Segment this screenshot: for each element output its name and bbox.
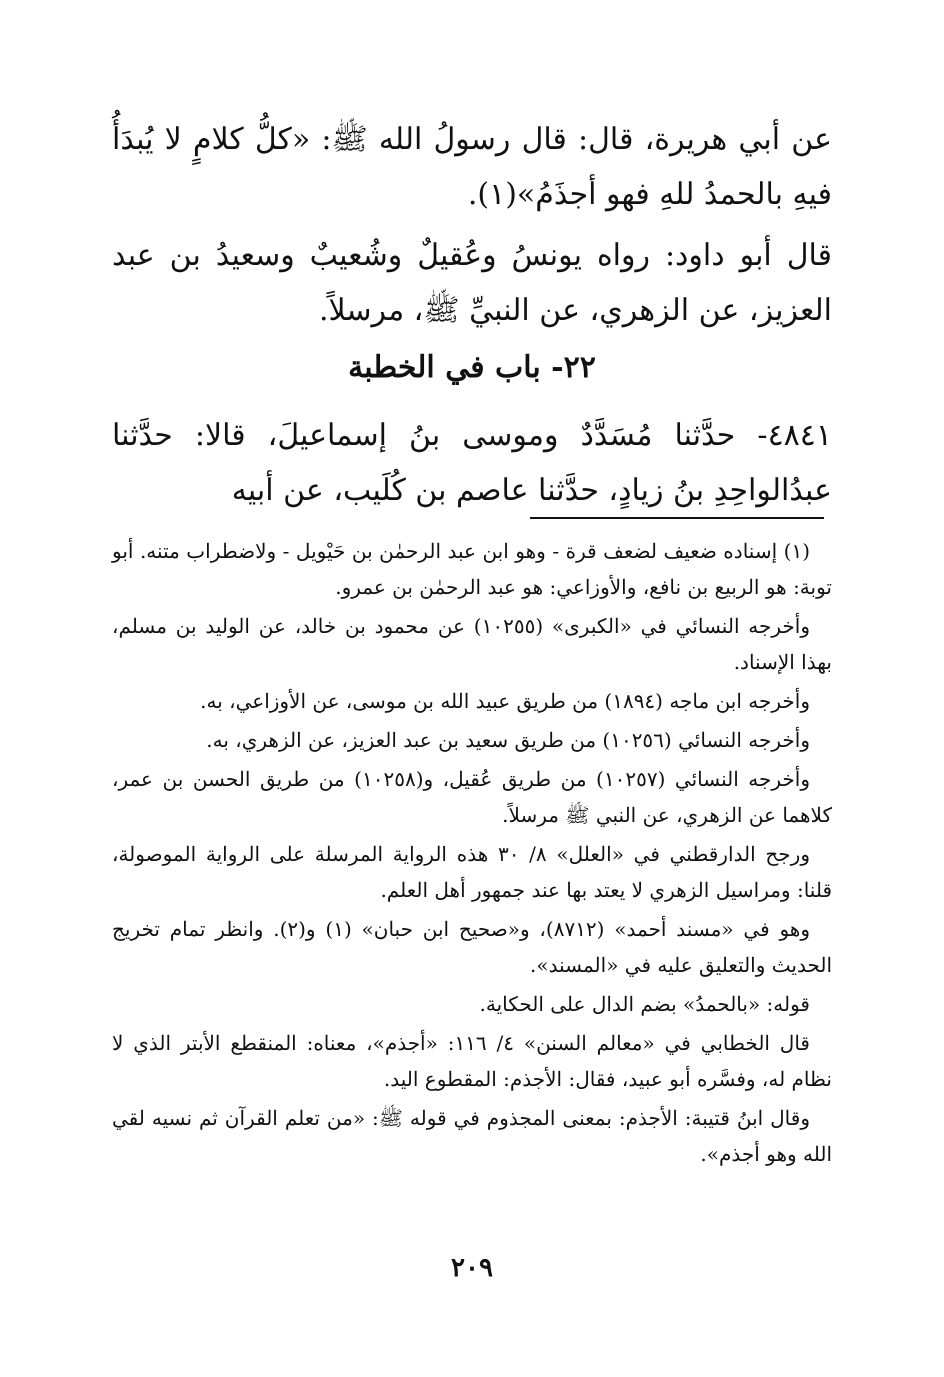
footnote: وهو في «مسند أحمد» (٨٧١٢)، و«صحيح ابن حبان» (١) و(٢). وانظر تمام تخريج الحديث والتعليق عليه في «المسند». [112, 917, 832, 977]
footnote: قال الخطابي في «معالم السنن» ٤/ ١١٦: «أجذم»، معناه: المنقطع الأبتر الذي لا نظام له، وفسَّره أبو عبيد، فقال: الأجذم: المقطوع اليد. [112, 1031, 832, 1091]
footnote: قوله: «بالحمدُ» بضم الدال على الحكاية. [479, 992, 810, 1016]
footnote: وأخرجه النسائي (١٠٢٥٦) من طريق سعيد بن عبد العزيز، عن الزهري، به. [206, 728, 810, 752]
footnote: وقال ابنُ قتيبة: الأجذم: بمعنى المجذوم في قوله ﷺ: «من تعلم القرآن ثم نسيه لقي الله وهو أجذم». [112, 1106, 832, 1166]
footnote: وأخرجه النسائي (١٠٢٥٧) من طريق عُقيل، و(١٠٢٥٨) من طريق الحسن بن عمر، كلاهما عن الزهري، عن النبي ﷺ مرسلاً. [112, 767, 832, 827]
footnote: (١) إسناده ضعيف لضعف قرة - وهو ابن عبد الرحمٰن بن حَيْويل - ولاضطراب متنه. أبو توبة: هو الربيع بن نافع، والأوزاعي: هو عبد الرحمٰن بن عمرو. [112, 539, 832, 599]
abu-dawud-comment-paragraph: قال أبو داود: رواه يونسُ وعُقيلٌ وشُعيبٌ وسعيدُ بن عبد العزيز، عن الزهري، عن النبيِّ ﷺ، مرسلاً. [112, 238, 832, 328]
footnote: وأخرجه النسائي في «الكبرى» (١٠٢٥٥) عن محمود بن خالد، عن الوليد بن مسلم، بهذا الإسناد. [112, 614, 832, 674]
footnote-separator [530, 517, 824, 519]
footnote: ورجح الدارقطني في «العلل» ٨/ ٣٠ هذه الرواية المرسلة على الرواية الموصولة، قلنا: ومراسيل الزهري لا يعتد بها عند جمهور أهل العلم. [112, 842, 832, 902]
hadith-chain-paragraph: ٤٨٤١- حدَّثنا مُسَدَّدٌ وموسى بنُ إسماعيلَ، قالا: حدَّثنا عبدُالواحِدِ بنُ زيادٍ، حدَّثنا عاصم بن كُلَيب، عن أبيه [112, 418, 833, 508]
hadith-text-paragraph: عن أبي هريرة، قال: قال رسولُ الله ﷺ: «كلُّ كلامٍ لا يُبدَأُ فيهِ بالحمدُ للهِ فهو أجذَمُ»(١). [112, 122, 832, 212]
footnotes-section [112, 533, 832, 1175]
footnote: وأخرجه ابن ماجه (١٨٩٤) من طريق عبيد الله بن موسى، عن الأوزاعي، به. [200, 689, 810, 713]
page-number: ٢٠٩ [451, 1253, 493, 1283]
chapter-heading: ٢٢- باب في الخطبة [348, 350, 596, 385]
